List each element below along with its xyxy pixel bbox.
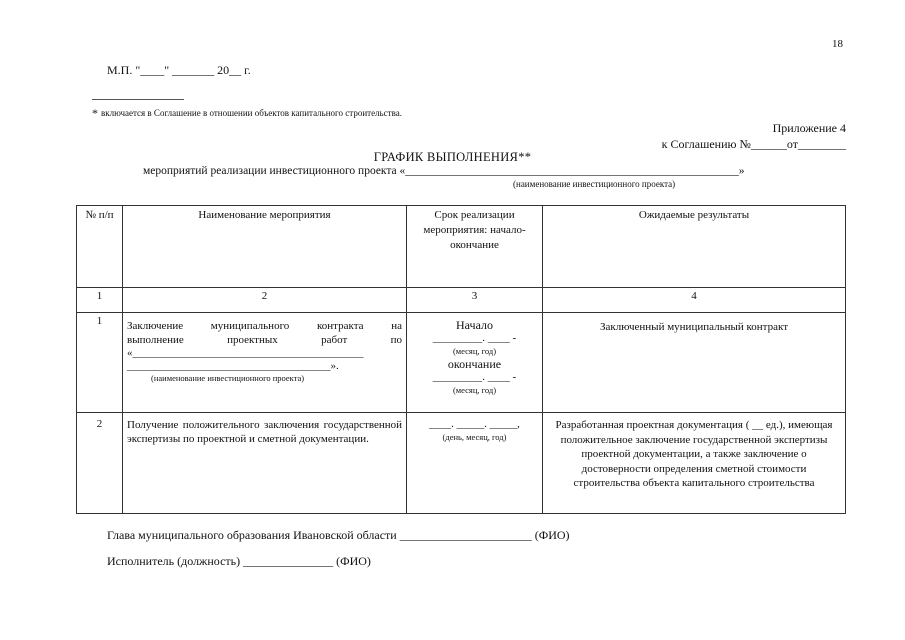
row-num: 1 [77, 313, 123, 413]
row-name-line: выполнение проектных работ по [127, 334, 402, 346]
row-num: 2 [77, 413, 123, 514]
footnote-divider [92, 99, 184, 100]
column-number: 2 [123, 288, 407, 313]
row-term [407, 413, 543, 514]
row-result: Разработанная проектная документация ( __ ед.), имеющая положительное заключение государственной экспертизы проектной документации, а также заключение о достоверности определения сметной стоимости строительства объекта капитального строительства [543, 413, 846, 514]
header-results: Ожидаемые результаты [543, 206, 846, 288]
row-term [407, 313, 543, 413]
row-name-note: (наименование инвестиционного проекта) [151, 373, 305, 383]
row-name-blank: _____________________________________». [127, 360, 339, 372]
page-number: 18 [832, 38, 843, 50]
table-row [77, 313, 846, 413]
term-end-label: окончание [447, 357, 502, 371]
term-note: (день, месяц, год) [442, 432, 507, 442]
term-start-label: Начало [456, 318, 493, 332]
footnote [92, 106, 402, 121]
signature-head: Глава муниципального образования Ивановской области ______________________ (ФИО) [107, 528, 570, 542]
column-numbers-row [77, 288, 846, 313]
column-number: 1 [77, 288, 123, 313]
stamp-line: М.П. "____" _______ 20__ г. [107, 63, 251, 77]
appendix-agreement-ref: к Соглашению №______от________ [661, 137, 846, 151]
document-title: ГРАФИК ВЫПОЛНЕНИЯ** [373, 150, 532, 164]
header-term: Срок реализации мероприятия: начало-окончание [407, 206, 543, 288]
term-start-note: (месяц, год) [452, 346, 497, 356]
appendix-number: Приложение 4 [772, 121, 846, 135]
column-number: 4 [543, 288, 846, 313]
signature-executor: Исполнитель (должность) _______________ (ФИО) [107, 554, 371, 568]
row-name-blank: «__________________________________________ [127, 347, 364, 359]
document-subtitle: мероприятий реализации инвестиционного проекта «__________________________________________________________» [143, 165, 745, 177]
footnote-text: включается в Соглашение в отношении объектов капитального строительства. [101, 108, 402, 118]
row-name: Получение положительного заключения государственной экспертизы по проектной и сметной документации. [123, 413, 407, 514]
term-blank: ____. _____. _____, [429, 418, 520, 430]
schedule-table [76, 205, 846, 514]
term-end-note: (месяц, год) [452, 385, 497, 395]
footnote-star: * [92, 106, 98, 120]
term-end-blank: _________. ____ - [432, 371, 517, 383]
table-header-row [77, 206, 846, 288]
row-name [123, 313, 407, 413]
subtitle-note: (наименование инвестиционного проекта) [513, 179, 676, 189]
appendix-header [662, 120, 846, 152]
row-name-line: Заключение муниципального контракта на [127, 320, 402, 332]
row-result: Заключенный муниципальный контракт [543, 313, 846, 413]
column-number: 3 [407, 288, 543, 313]
term-start-blank: _________. ____ - [432, 332, 517, 344]
table-row [77, 413, 846, 514]
header-num: № п/п [77, 206, 123, 288]
header-name: Наименование мероприятия [123, 206, 407, 288]
